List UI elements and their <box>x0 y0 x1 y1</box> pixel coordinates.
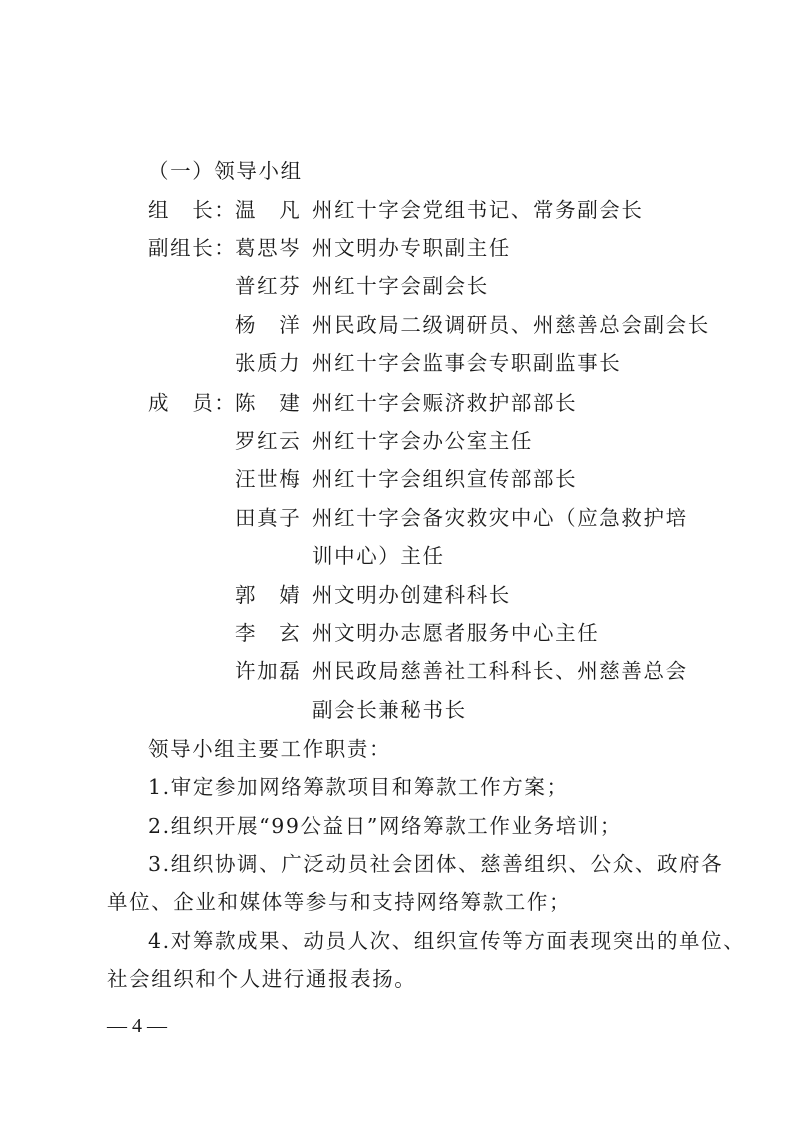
member-desc: 州红十字会赈济救护部部长 <box>312 391 578 415</box>
member-name: 罗红云 <box>235 429 302 453</box>
duty-item: 3.组织协调、广泛动员社会团体、慈善组织、公众、政府各 <box>148 852 724 876</box>
member-name: 李 玄 <box>235 621 302 645</box>
duty-item: 1.审定参加网络筹款项目和筹款工作方案； <box>148 775 569 799</box>
duty-item-continued: 单位、企业和媒体等参与和支持网络筹款工作； <box>107 890 572 914</box>
member-name: 许加磊 <box>235 659 302 683</box>
page-number: — 4 — <box>107 1015 167 1037</box>
member-desc: 州文明办专职副主任 <box>312 236 511 260</box>
member-name: 郭 婧 <box>235 583 302 607</box>
member-name: 温 凡 <box>235 198 302 222</box>
duty-item: 4.对筹款成果、动员人次、组织宣传等方面表现突出的单位、 <box>148 929 746 953</box>
member-desc-continued: 训中心）主任 <box>312 544 445 568</box>
member-name: 田真子 <box>235 506 302 530</box>
member-desc: 州红十字会办公室主任 <box>312 429 533 453</box>
member-desc: 州红十字会监事会专职副监事长 <box>312 351 622 375</box>
member-name: 杨 洋 <box>235 313 302 337</box>
member-role: 组 长： <box>148 198 237 222</box>
member-desc: 州红十字会备灾救灾中心（应急救护培 <box>312 506 688 530</box>
member-desc: 州文明办志愿者服务中心主任 <box>312 621 600 645</box>
member-name: 张质力 <box>235 351 302 375</box>
member-name: 普红芬 <box>235 274 302 298</box>
duty-item-continued: 社会组织和个人进行通报表扬。 <box>107 967 417 991</box>
member-desc: 州文明办创建科科长 <box>312 583 511 607</box>
duties-title: 领导小组主要工作职责： <box>148 737 392 761</box>
member-name: 葛思岑 <box>235 236 302 260</box>
member-desc-continued: 副会长兼秘书长 <box>312 698 467 722</box>
member-name: 汪世梅 <box>235 467 302 491</box>
member-desc: 州民政局慈善社工科科长、州慈善总会 <box>312 659 688 683</box>
member-role: 副组长： <box>148 236 237 260</box>
member-name: 陈 建 <box>235 391 302 415</box>
member-desc: 州红十字会副会长 <box>312 274 489 298</box>
member-desc: 州民政局二级调研员、州慈善总会副会长 <box>312 313 710 337</box>
member-role: 成 员： <box>148 391 237 415</box>
section-title: （一）领导小组 <box>148 159 303 183</box>
member-desc: 州红十字会党组书记、常务副会长 <box>312 198 644 222</box>
duty-item: 2.组织开展“99公益日”网络筹款工作业务培训； <box>148 814 623 838</box>
member-desc: 州红十字会组织宣传部部长 <box>312 467 578 491</box>
